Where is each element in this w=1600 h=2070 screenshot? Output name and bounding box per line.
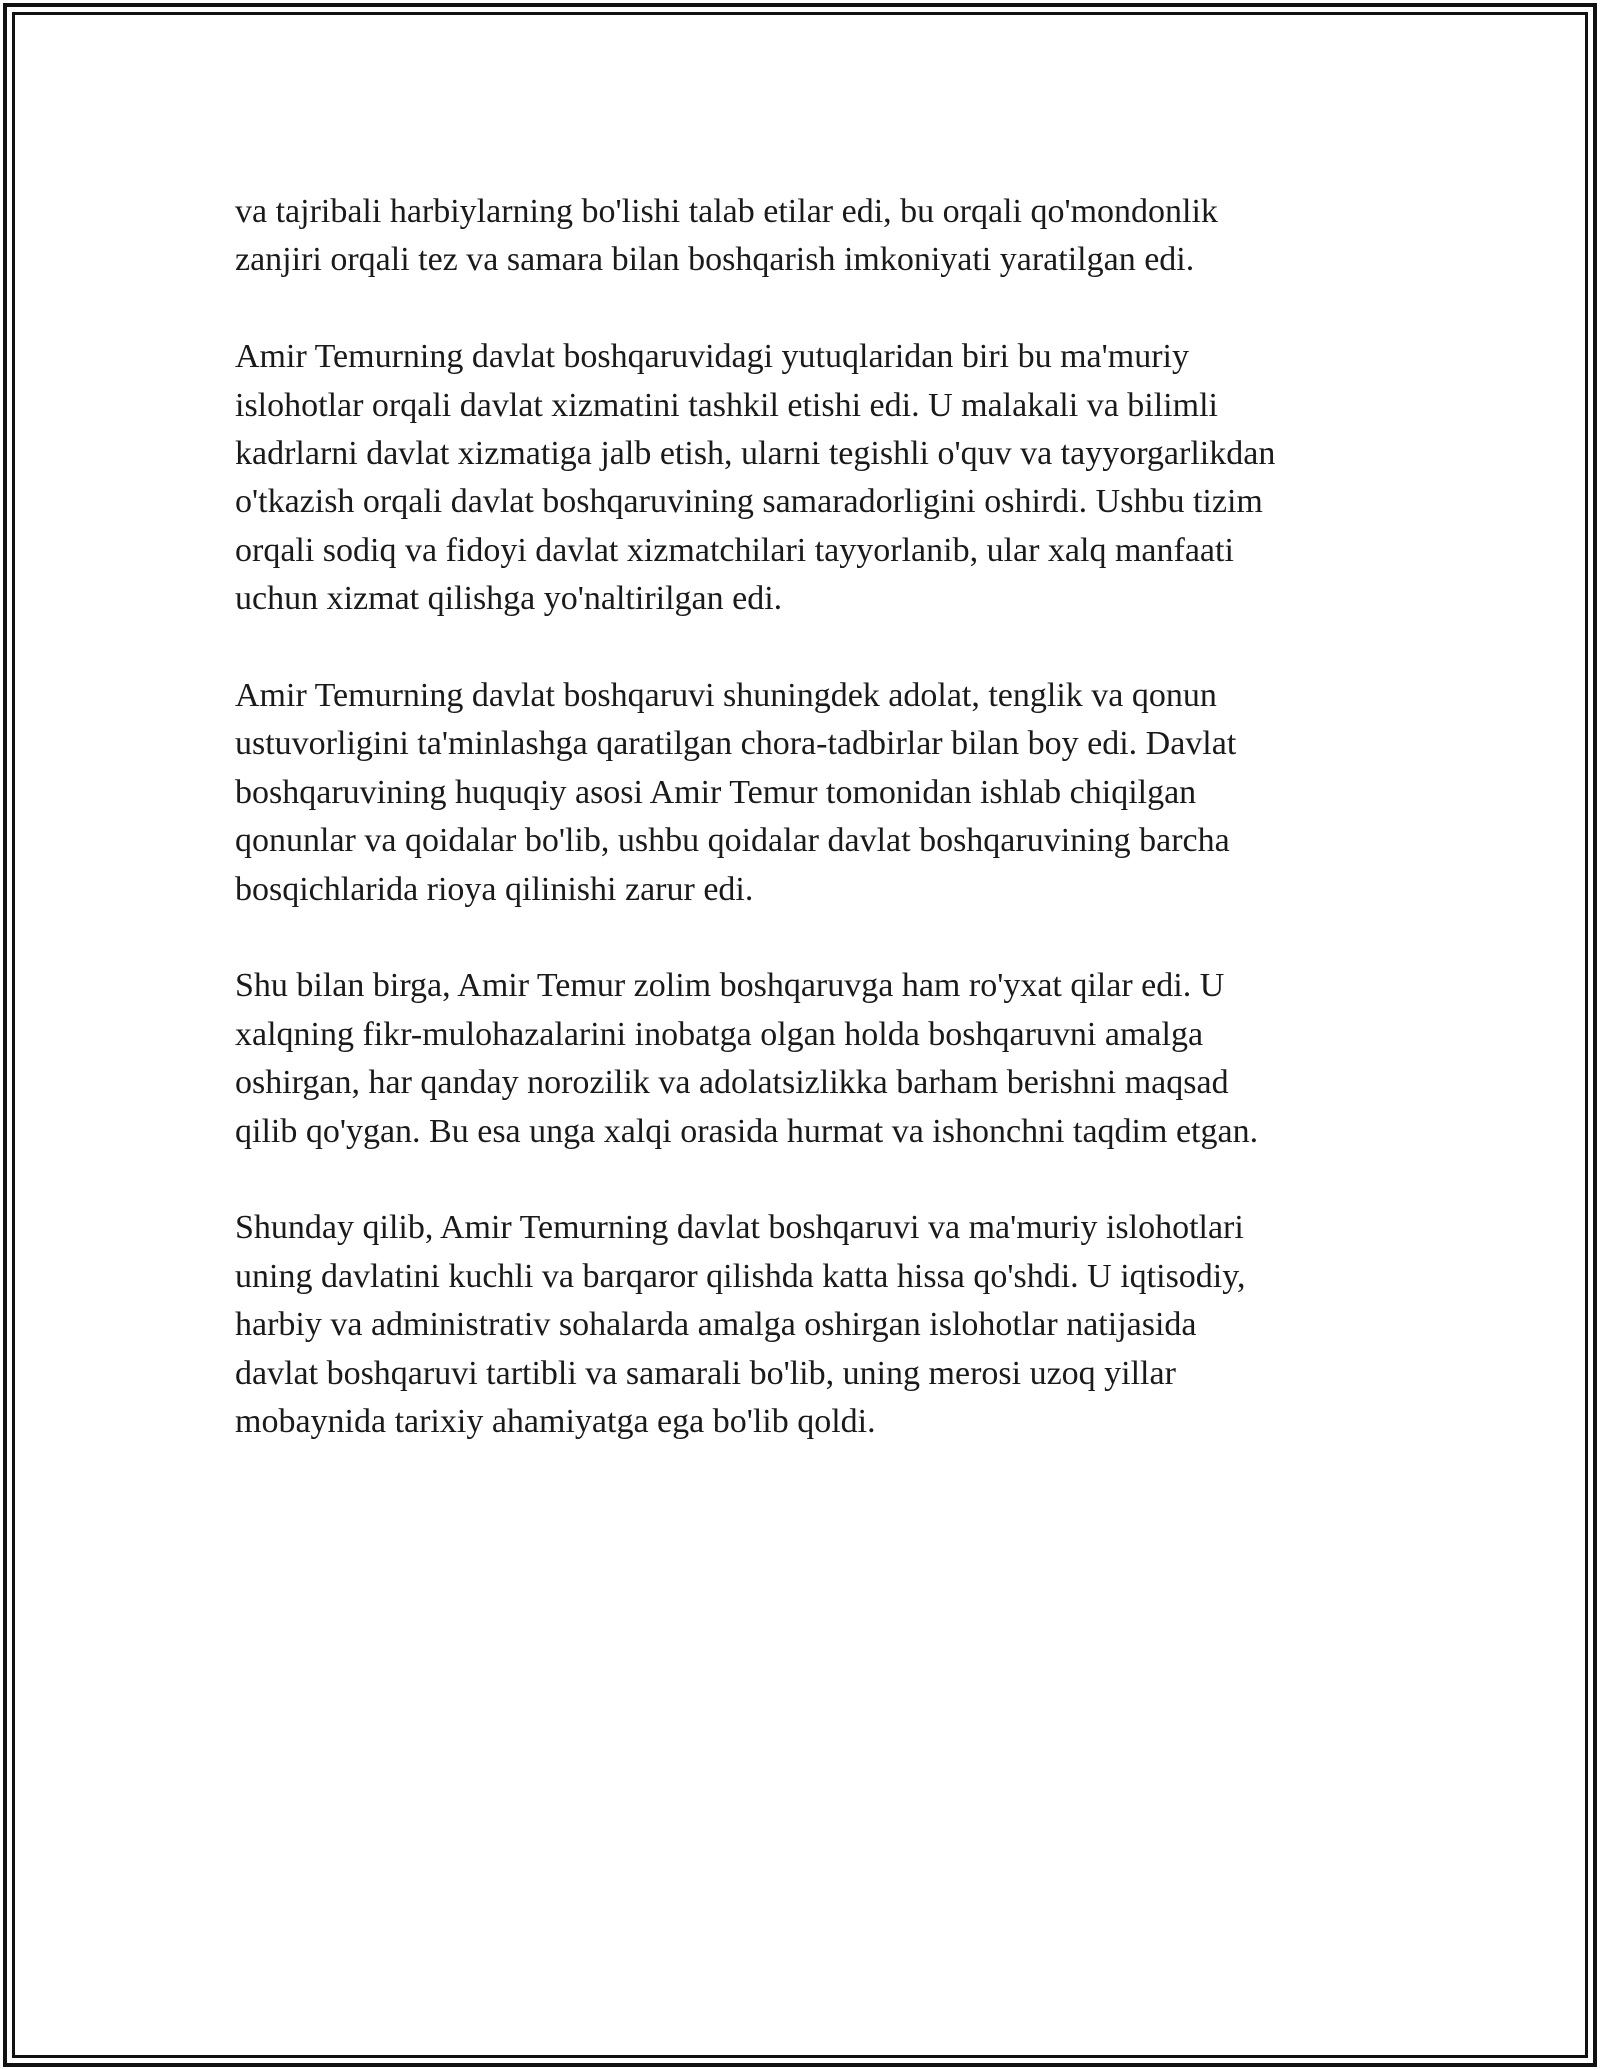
text-line: davlat boshqaruvi tartibli va samarali bo'lib, uning merosi uzoq yillar <box>235 1354 1176 1392</box>
text-line: orqali sodiq va fidoyi davlat xizmatchilari tayyorlanib, ular xalq manfaati <box>235 531 1234 569</box>
text-line: mobaynida tarixiy ahamiyatga ega bo'lib qoldi. <box>235 1403 876 1441</box>
text-line: xalqning fikr-mulohazalarini inobatga olgan holda boshqaruvni amalga <box>235 1015 1204 1053</box>
paragraph-1 <box>235 188 1435 285</box>
text-line: qonunlar va qoidalar bo'lib, ushbu qoidalar davlat boshqaruvining barcha <box>235 822 1230 860</box>
text-line: harbiy va administrativ sohalarda amalga oshirgan islohotlar natijasida <box>235 1306 1197 1344</box>
paragraph-2 <box>235 333 1435 623</box>
text-line: Shunday qilib, Amir Temurning davlat boshqaruvi va ma'muriy islohotlari <box>235 1209 1244 1247</box>
document-body <box>235 188 1435 1495</box>
text-line: islohotlar orqali davlat xizmatini tashkil etishi edi. U malakali va bilimli <box>235 386 1218 424</box>
text-line: oshirgan, har qanday norozilik va adolatsizlikka barham berishni maqsad <box>235 1064 1229 1102</box>
text-line: Amir Temurning davlat boshqaruvidagi yutuqlaridan biri bu ma'muriy <box>235 338 1189 376</box>
text-line: va tajribali harbiylarning bo'lishi talab etilar edi, bu orqali qo'mondonlik <box>235 193 1218 230</box>
text-line: zanjiri orqali tez va samara bilan boshqarish imkoniyati yaratilgan edi. <box>235 241 1195 279</box>
text-line: uchun xizmat qilishga yo'naltirilgan edi. <box>235 580 783 618</box>
text-line: kadrlarni davlat xizmatiga jalb etish, ularni tegishli o'quv va tayyorgarlikdan <box>235 435 1276 473</box>
paragraph-3 <box>235 672 1435 914</box>
paragraph-4 <box>235 962 1435 1156</box>
text-line: ustuvorligini ta'minlashga qaratilgan chora-tadbirlar bilan boy edi. Davlat <box>235 725 1237 763</box>
paragraph-5 <box>235 1204 1435 1446</box>
text-line: uning davlatini kuchli va barqaror qilishda katta hissa qo'shdi. U iqtisodiy, <box>235 1257 1246 1295</box>
text-line: Amir Temurning davlat boshqaruvi shuningdek adolat, tenglik va qonun <box>235 677 1217 715</box>
text-line: bosqichlarida rioya qilinishi zarur edi. <box>235 870 754 908</box>
text-line: qilib qo'ygan. Bu esa unga xalqi orasida hurmat va ishonchni taqdim etgan. <box>235 1112 1259 1150</box>
text-line: Shu bilan birga, Amir Temur zolim boshqaruvga ham ro'yxat qilar edi. U <box>235 967 1225 1005</box>
text-line: boshqaruvining huquqiy asosi Amir Temur tomonidan ishlab chiqilgan <box>235 773 1197 811</box>
text-line: o'tkazish orqali davlat boshqaruvining samaradorligini oshirdi. Ushbu tizim <box>235 483 1263 521</box>
